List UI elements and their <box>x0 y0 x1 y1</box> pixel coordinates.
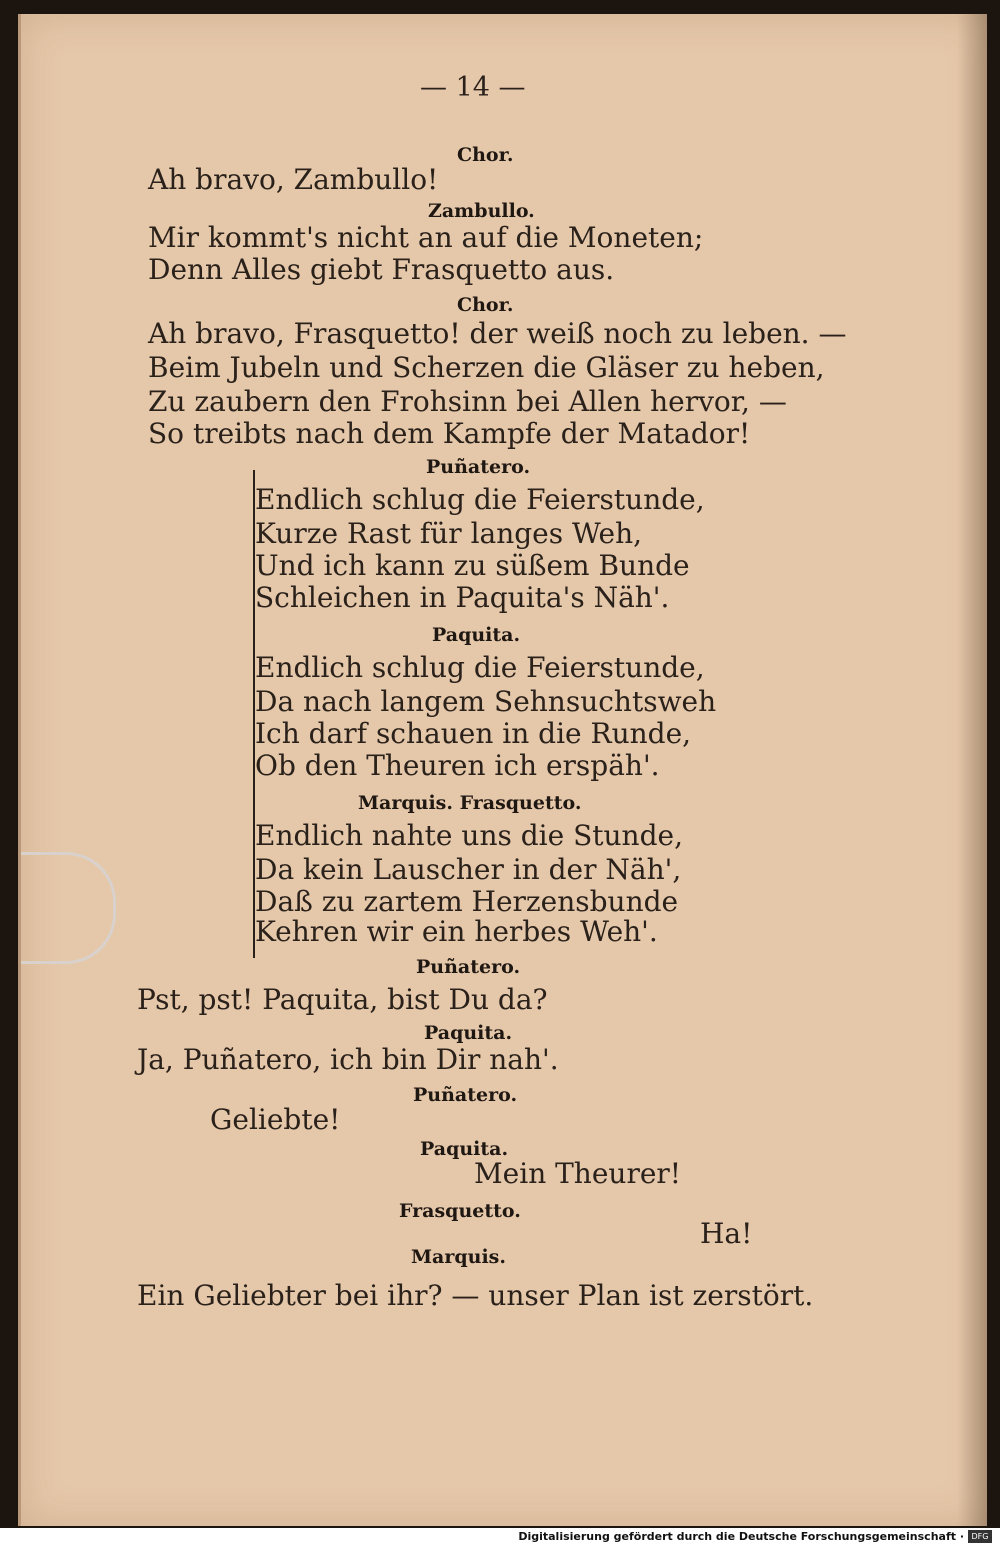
text-line: Zu zaubern den Frohsinn bei Allen hervor, — <box>148 385 787 418</box>
text-line: Und ich kann zu süßem Bunde <box>255 549 690 582</box>
text-line: Pst, pst! Paquita, bist Du da? <box>137 983 548 1016</box>
footer-credit: Digitalisierung gefördert durch die Deutsche Forschungsgemeinschaft · <box>518 1530 964 1543</box>
text-line: Kurze Rast für langes Weh, <box>255 517 643 550</box>
dfg-logo: DFG <box>968 1530 992 1543</box>
page-number: — 14 — <box>420 72 526 103</box>
paper-clip <box>21 852 116 964</box>
text-line: Ha! <box>700 1217 753 1250</box>
speaker-label: Chor. <box>457 294 514 316</box>
speaker-label: Puñatero. <box>426 456 531 478</box>
speaker-label: Paquita. <box>420 1138 509 1160</box>
speaker-label: Puñatero. <box>413 1084 518 1106</box>
text-line: Ah bravo, Zambullo! <box>148 163 439 196</box>
text-line: So treibts nach dem Kampfe der Matador! <box>148 417 751 450</box>
text-line: Kehren wir ein herbes Weh'. <box>255 915 658 948</box>
text-line: Ja, Puñatero, ich bin Dir nah'. <box>137 1043 559 1076</box>
text-line: Denn Alles giebt Frasquetto aus. <box>148 253 615 286</box>
speaker-label: Paquita. <box>424 1022 513 1044</box>
text-line: Schleichen in Paquita's Näh'. <box>255 581 670 614</box>
speaker-label: Marquis. Frasquetto. <box>358 792 582 814</box>
speaker-label: Paquita. <box>432 624 521 646</box>
text-line: Da nach langem Sehnsuchtsweh <box>255 685 717 718</box>
speaker-label: Zambullo. <box>428 200 535 222</box>
speaker-label: Puñatero. <box>416 956 521 978</box>
text-line: Endlich schlug die Feierstunde, <box>255 651 705 684</box>
text-line: Daß zu zartem Herzensbunde <box>255 885 679 918</box>
text-line: Mir kommt's nicht an auf die Moneten; <box>148 221 704 254</box>
speaker-label: Frasquetto. <box>399 1200 521 1222</box>
speaker-label: Marquis. <box>411 1246 506 1268</box>
text-line: Ich darf schauen in die Runde, <box>255 717 692 750</box>
text-line: Da kein Lauscher in der Näh', <box>255 853 682 886</box>
text-line: Endlich nahte uns die Stunde, <box>255 819 683 852</box>
text-line: Beim Jubeln und Scherzen die Gläser zu heben, <box>148 351 825 384</box>
text-line: Ob den Theuren ich erspäh'. <box>255 749 660 782</box>
text-line: Ah bravo, Frasquetto! der weiß noch zu leben. — <box>148 317 847 350</box>
speaker-label: Chor. <box>457 144 514 166</box>
text-line: Ein Geliebter bei ihr? — unser Plan ist zerstört. <box>137 1279 814 1312</box>
text-line: Mein Theurer! <box>474 1157 682 1190</box>
text-line: Geliebte! <box>210 1103 341 1136</box>
text-line: Endlich schlug die Feierstunde, <box>255 483 705 516</box>
